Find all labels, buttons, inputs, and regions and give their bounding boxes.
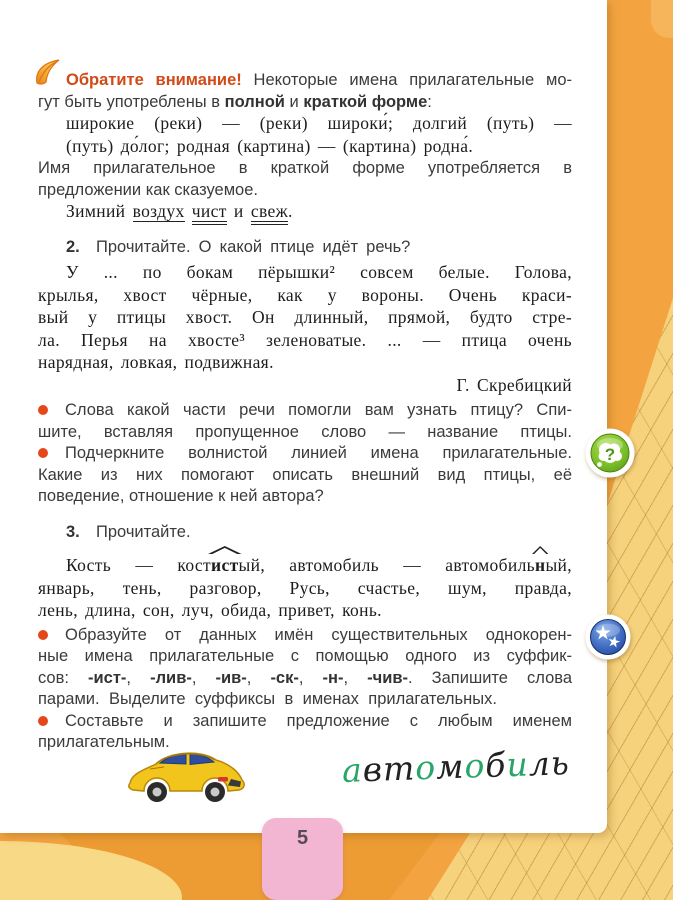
svg-text:?: ?: [604, 445, 616, 464]
text-segment: Образуйте от данных имён существительных однокорен-: [65, 625, 572, 644]
attention-block: [38, 70, 572, 224]
text-segment: . Запишите слова: [408, 668, 573, 687]
text-segment: прилагательным.: [38, 733, 170, 751]
text-segment: Зимний: [66, 201, 133, 221]
text-segment: сов:: [38, 668, 89, 687]
exercise-2-text: [38, 262, 572, 397]
text-line: [38, 201, 572, 224]
handwritten-letter: вт: [362, 748, 416, 790]
text-segment: -ист-: [88, 668, 127, 687]
text-segment: У ... по бокам пёрышки² совсем белые. Голова,: [66, 262, 572, 282]
text-segment: [185, 201, 192, 221]
text-segment: ,: [126, 668, 151, 687]
text-segment: вый у птицы хвост. Он длинный, прямой, будто стре-: [38, 307, 572, 327]
text-line: [38, 668, 572, 690]
text-segment: парами. Выделите суффиксы в именах прилагательных.: [38, 690, 497, 708]
handwritten-letter: и: [505, 744, 530, 785]
handwritten-word: [341, 743, 571, 790]
text-line: [38, 646, 572, 668]
text-segment: -лив-: [150, 668, 192, 687]
handwritten-letter: ль: [527, 743, 571, 784]
text-segment: -ск-: [270, 668, 299, 687]
text-segment: полной: [224, 92, 285, 111]
text-segment: чист: [192, 201, 227, 225]
text-segment: -н-: [322, 668, 344, 687]
page-number: 5: [296, 827, 309, 849]
text-line: [38, 375, 572, 398]
text-segment: Кость — кост: [66, 555, 212, 575]
text-line: [38, 158, 572, 180]
text-segment: ла. Перья на хвосте³ зеленоватые. ... — птица очень: [38, 329, 572, 350]
text-segment: предложении как сказуемое.: [38, 180, 258, 199]
bullet-icon: [38, 448, 48, 458]
text-segment: краткой форме: [303, 92, 428, 111]
text-segment: ,: [246, 668, 271, 687]
text-segment: поведение, отношение к ней автора?: [38, 487, 324, 505]
text-line: [38, 92, 572, 114]
text-segment: ый,: [545, 555, 572, 575]
text-line: [38, 625, 572, 647]
text-segment: -ив-: [215, 668, 247, 687]
text-line: [38, 522, 572, 544]
bullet-icon: [38, 405, 48, 415]
question-badge: [584, 427, 636, 479]
text-line: [38, 400, 572, 422]
exercise-3-header: [38, 522, 572, 544]
content-column: [38, 0, 572, 754]
exercise-2-tasks: [38, 400, 572, 508]
text-segment: ый, автомобиль — автомобиль: [238, 555, 535, 575]
text-line: [38, 180, 572, 202]
text-segment: Имя прилагательное в краткой форме употребляется в: [38, 159, 572, 177]
text-segment: Обратите внимание!: [66, 71, 242, 89]
text-segment: лень, длина, сон, луч, обида, привет, конь.: [38, 600, 382, 620]
handwritten-letter: о: [463, 745, 486, 786]
text-segment: январь, тень, разговор, Русь, счастье, шум, правда,: [38, 577, 572, 598]
text-line: [38, 307, 572, 330]
text-line: [38, 548, 572, 578]
text-segment: гут быть употреблены в: [38, 92, 225, 111]
text-segment: ные имена прилагательные с помощью одного из суффик-: [38, 647, 572, 665]
text-segment: Подчеркните волнистой линией имена прилагательные.: [65, 444, 572, 462]
text-line: [38, 330, 572, 353]
text-line: [38, 486, 572, 508]
text-segment: ист: [211, 555, 239, 575]
text-line: [38, 136, 572, 159]
text-segment: Г. Скребицкий: [456, 374, 572, 395]
page-number-tab: [262, 818, 343, 900]
text-segment: нарядная, ловкая, подвижная.: [38, 352, 274, 372]
text-segment: Слова какой части речи помогли вам узнать птицу? Спи-: [65, 401, 572, 419]
stars-badge: [584, 613, 632, 661]
handwritten-letter: м: [435, 746, 466, 787]
text-segment: крылья, хвост чёрные, как у вороны. Очень краси-: [38, 284, 572, 305]
text-segment: (путь) до́лог; родная (картина) — (картина) родна́.: [66, 135, 474, 156]
bullet-icon: [38, 716, 48, 726]
handwritten-letter: б: [484, 745, 508, 785]
text-line: [38, 600, 572, 623]
text-segment: ,: [298, 668, 323, 687]
text-line: [38, 262, 572, 285]
text-line: [38, 578, 572, 601]
text-segment: широкие (реки) — (реки) широки́; долгий (путь) —: [66, 113, 572, 133]
text-line: [38, 689, 572, 711]
text-line: [38, 70, 572, 92]
text-line: [38, 113, 572, 136]
text-segment: Какие из них помогают описать внешний вид птицы, её: [38, 465, 572, 484]
text-segment: .: [288, 201, 293, 221]
text-segment: и: [284, 92, 304, 111]
text-segment: свеж: [251, 201, 288, 225]
text-segment: ,: [343, 668, 368, 687]
text-line: [38, 352, 572, 375]
text-segment: -чив-: [367, 668, 409, 687]
text-segment: 2.: [66, 237, 80, 256]
exercise-2-header: [38, 237, 572, 259]
text-line: [38, 237, 572, 259]
text-segment: Прочитайте. О какой птице идёт речь?: [79, 237, 411, 256]
exercise-3-words: [38, 548, 572, 623]
handwritten-letter: о: [414, 747, 437, 788]
text-segment: ,: [191, 668, 216, 687]
text-segment: :: [427, 92, 432, 111]
text-line: [38, 285, 572, 308]
text-segment: н: [535, 555, 546, 575]
text-line: [38, 443, 572, 465]
text-line: [38, 422, 572, 444]
text-segment: Составьте и запишите предложение с любым именем: [65, 711, 572, 730]
car-illustration: [120, 733, 255, 813]
text-segment: и: [226, 201, 251, 221]
text-line: [38, 711, 572, 733]
text-line: [38, 465, 572, 487]
text-segment: Прочитайте.: [79, 522, 191, 541]
text-segment: Некоторые имена прилагательные мо-: [241, 71, 572, 89]
exercise-3-tasks: [38, 625, 572, 711]
handwritten-letter: а: [341, 750, 364, 790]
text-segment: 3.: [66, 522, 80, 541]
bullet-icon: [38, 630, 48, 640]
text-segment: шите, вставляя пропущенное слово — название птицы.: [38, 422, 572, 441]
text-segment: воздух: [132, 201, 185, 221]
